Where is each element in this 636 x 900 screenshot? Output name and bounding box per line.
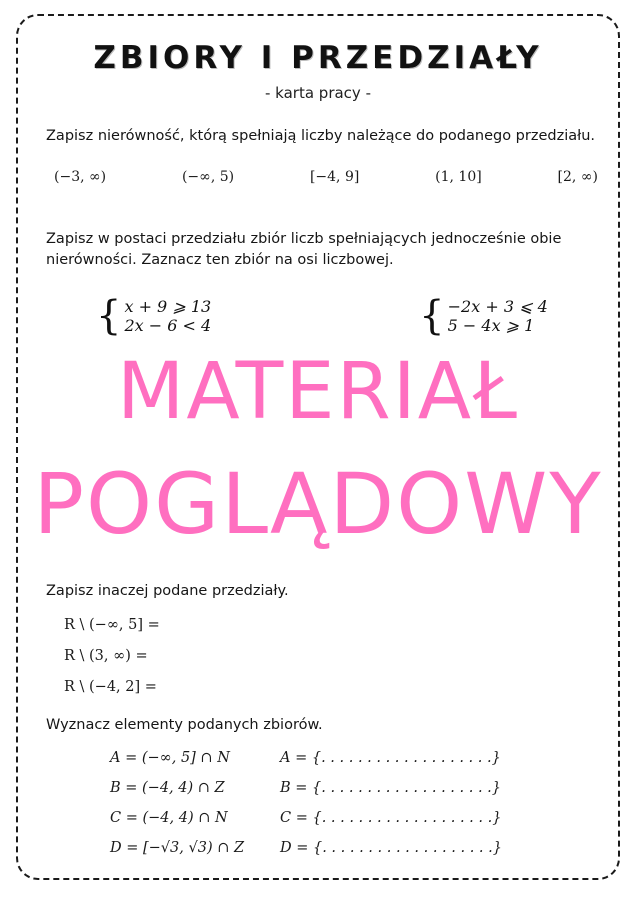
table-row (110, 750, 604, 766)
watermark-overlay (16, 336, 620, 560)
task1-intervals (32, 169, 604, 185)
table-row (110, 840, 604, 856)
interval-item: [2, ∞) (557, 169, 598, 186)
inequality-line: 5 − 4x ⩾ 1 (447, 316, 535, 336)
brace-symbol: { (419, 293, 445, 340)
inequality-line: −2x + 3 ⩽ 4 (447, 297, 548, 317)
task2-instruction: Zapisz w postaci przedziału zbiór liczb spełniających jednocześnie obie nierówności. Zaznacz ten zbiór na osi liczbowej. (46, 231, 562, 269)
task4-instruction: Wyznacz elementy podanych zbiorów. (46, 717, 323, 734)
table-row (110, 810, 604, 826)
interval-item: (−∞, 5) (181, 169, 235, 186)
page-subtitle: - karta pracy - (265, 84, 371, 102)
task3-item: R \ (−∞, 5] = (64, 617, 160, 634)
worksheet-content (16, 14, 620, 880)
set-answer-blank: B = {. . . . . . . . . . . . . . . . . . .} (280, 780, 502, 797)
task3-item: R \ (3, ∞) = (64, 648, 148, 665)
set-definition: A = (−∞, 5] ∩ N (110, 750, 230, 767)
interval-item: (−3, ∞) (54, 169, 107, 186)
watermark-line-2: POGLĄDOWY (33, 455, 603, 553)
task4-rows (32, 750, 604, 856)
inequality-line: x + 9 ⩾ 13 (124, 297, 212, 317)
set-answer-blank: D = {. . . . . . . . . . . . . . . . . . .} (280, 840, 502, 857)
task3-item: R \ (−4, 2] = (64, 679, 157, 696)
inequality-line: 2x − 6 < 4 (124, 316, 212, 336)
system-of-inequalities (96, 293, 212, 340)
task3-instruction: Zapisz inaczej podane przedziały. (46, 583, 289, 600)
interval-item: [−4, 9] (309, 169, 360, 186)
set-answer-blank: A = {. . . . . . . . . . . . . . . . . . .} (280, 750, 501, 767)
set-definition: C = (−4, 4) ∩ N (110, 810, 228, 827)
set-definition: B = (−4, 4) ∩ Z (110, 780, 225, 797)
watermark-line-1: MATERIAŁ (117, 347, 519, 437)
brace-symbol: { (96, 293, 122, 340)
page-title: ZBIORY I PRZEDZIAŁY (93, 40, 543, 76)
set-definition: D = [−√3, √3) ∩ Z (110, 840, 245, 857)
interval-item: (1, 10] (435, 169, 482, 186)
task1-instruction: Zapisz nierówność, którą spełniają liczby należące do podanego przedziału. (46, 128, 596, 144)
system-of-inequalities (419, 293, 548, 340)
table-row (110, 780, 604, 796)
set-answer-blank: C = {. . . . . . . . . . . . . . . . . . .} (280, 810, 502, 827)
task3-items (32, 617, 604, 695)
task2-systems (32, 293, 604, 340)
